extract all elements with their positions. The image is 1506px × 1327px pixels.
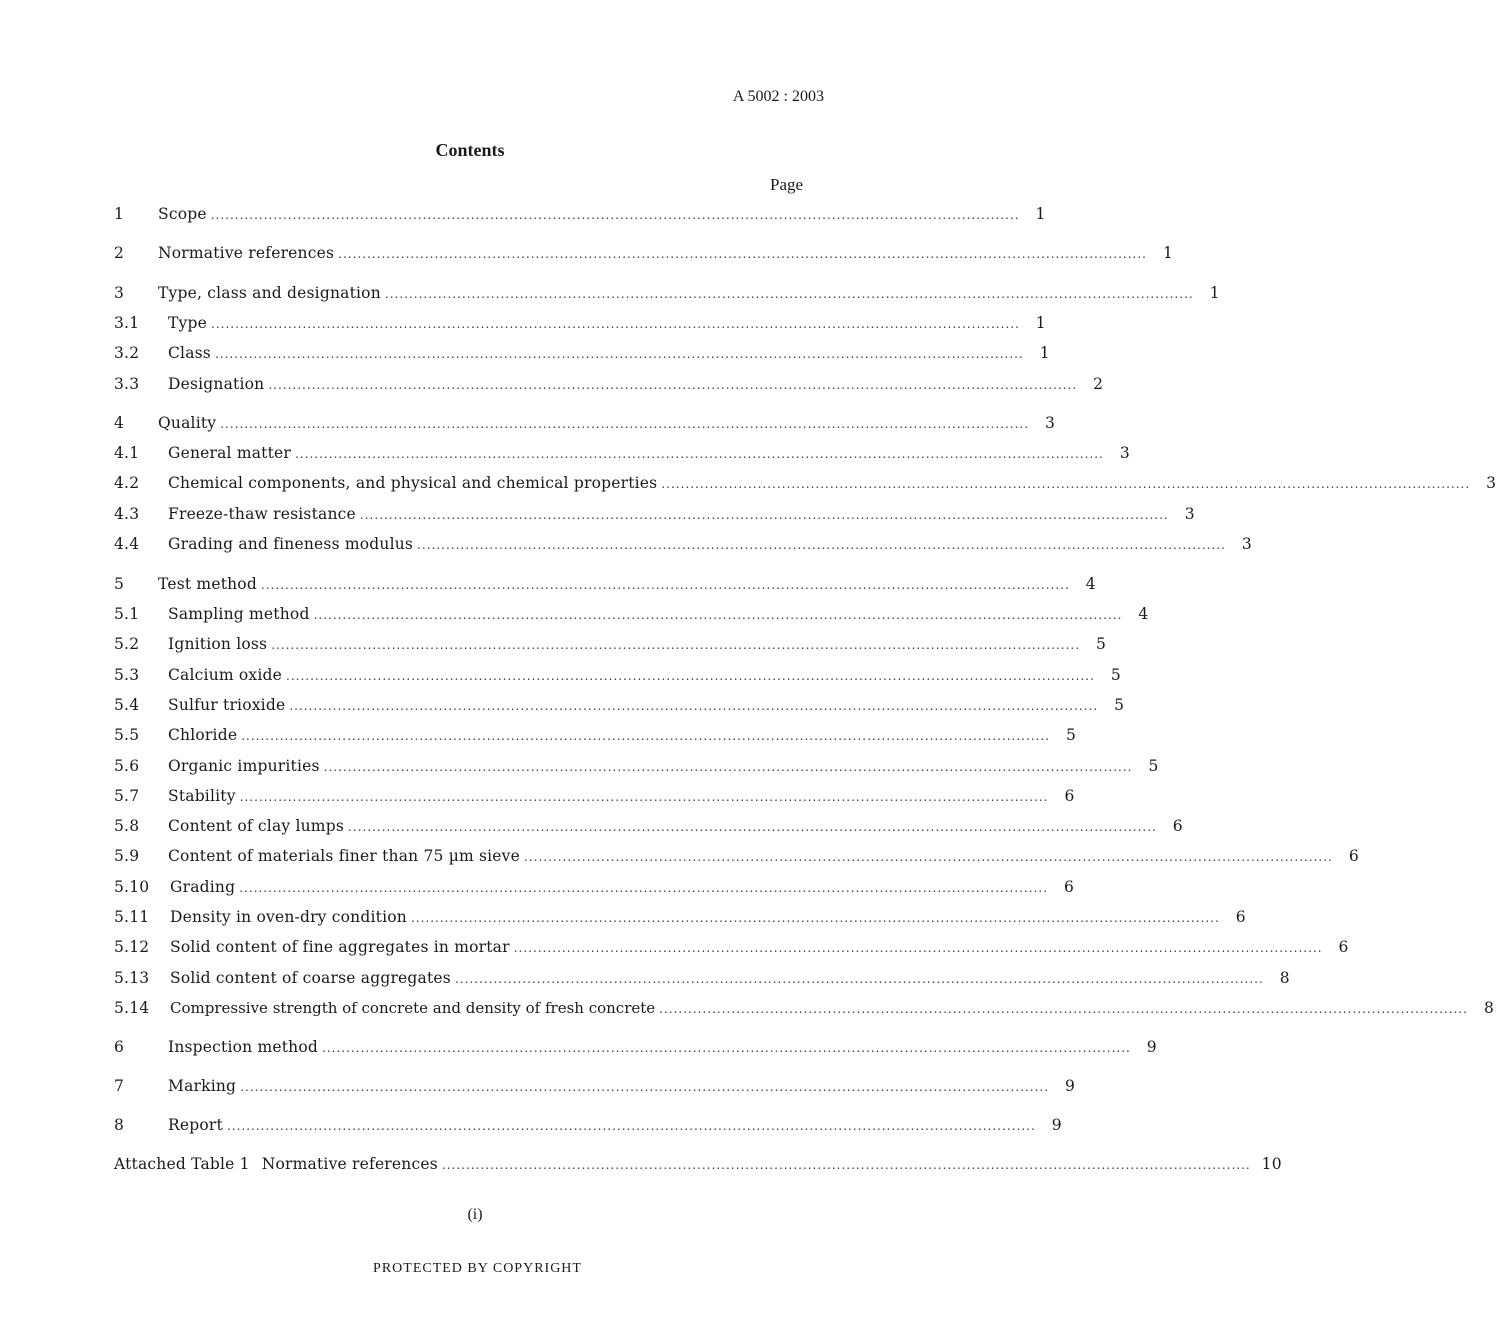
dot-leader: ........................................................................................................................................................................ (417, 538, 1226, 552)
toc-entry-label: Type, class and designation (158, 284, 381, 302)
toc-entry-label: Stability (168, 787, 236, 805)
toc-entry-page: 3 (1241, 535, 1252, 553)
toc-entry-label: Ignition loss (168, 635, 268, 653)
toc-entry[interactable] (114, 605, 1149, 627)
toc-entry-number: 5.10 (114, 878, 150, 896)
toc-entry[interactable] (114, 696, 1125, 718)
dot-leader: ........................................................................................................................................................................ (295, 447, 1104, 461)
toc-entry-page: 4 (1085, 575, 1096, 593)
toc-entry-label: Normative references (261, 1155, 438, 1173)
toc-entry-number: 7 (114, 1077, 125, 1095)
toc-entry-page: 5 (1096, 635, 1107, 653)
toc-entry[interactable] (114, 757, 1159, 779)
toc-entry-number: 4.2 (114, 474, 140, 492)
toc-entry-page: 6 (1172, 817, 1183, 835)
toc-entry-page: 1 (1035, 205, 1046, 223)
toc-entry-label: General matter (168, 444, 292, 462)
toc-entry[interactable] (114, 1116, 1062, 1138)
dot-leader: ........................................................................................................................................................................ (348, 820, 1157, 834)
dot-leader: ........................................................................................................................................................................ (240, 1080, 1050, 1094)
toc-entry-label: Chemical components, and physical and chemical properties (168, 474, 658, 492)
toc-entry[interactable] (114, 847, 1359, 869)
toc-entry-page: 3 (1045, 414, 1056, 432)
toc-entry-number: 1 (114, 205, 125, 223)
dot-leader: ........................................................................................................................................................................ (513, 941, 1323, 955)
toc-entry-number: 5.3 (114, 666, 140, 684)
toc-entry-number: 5 (114, 575, 125, 593)
toc-entry-page: 6 (1064, 787, 1075, 805)
toc-entry-page: 8 (1483, 999, 1495, 1017)
toc-entry-page: 9 (1051, 1116, 1062, 1134)
toc-entry-page: 9 (1146, 1038, 1157, 1056)
toc-entry-number: 5.6 (114, 757, 140, 775)
toc-entry-label: Freeze-thaw resistance (168, 505, 356, 523)
toc-entry[interactable] (114, 284, 1220, 306)
toc-entry-number: 4.4 (114, 535, 140, 553)
toc-entry-page: 10 (1261, 1155, 1282, 1173)
toc-entry-number: 5.9 (114, 847, 140, 865)
toc-entry[interactable] (114, 1038, 1157, 1060)
dot-leader: ........................................................................................................................................................................ (338, 247, 1147, 261)
toc-entry-label: Report (168, 1116, 223, 1134)
toc-entry[interactable] (114, 878, 1075, 900)
dot-leader: ........................................................................................................................................................................ (286, 669, 1095, 683)
toc-entry[interactable] (114, 535, 1252, 557)
toc-entry-label: Scope (158, 205, 207, 223)
toc-entry-number: 5.14 (114, 999, 150, 1017)
toc-entry-page: 2 (1093, 375, 1104, 393)
toc-entry[interactable] (114, 205, 1046, 227)
dot-leader: ........................................................................................................................................................................ (289, 699, 1099, 713)
toc-entry-number: 5.1 (114, 605, 140, 623)
toc-entry-label: Compressive strength of concrete and density of fresh concrete (170, 999, 656, 1017)
toc-entry-number: Attached Table 1 (114, 1155, 250, 1173)
toc-entry[interactable] (114, 344, 1050, 366)
toc-entry-number: 3.1 (114, 314, 140, 332)
toc-entry[interactable] (114, 505, 1195, 527)
dot-leader: ........................................................................................................................................................................ (410, 911, 1220, 925)
toc-entry[interactable] (114, 1155, 1282, 1177)
dot-leader: ........................................................................................................................................................................ (441, 1158, 1251, 1172)
toc-entry-label: Marking (168, 1077, 237, 1095)
toc-entry[interactable] (114, 666, 1121, 688)
toc-entry-page: 3 (1486, 474, 1497, 492)
toc-entry-page: 5 (1110, 666, 1121, 684)
toc-entry-label: Quality (158, 414, 217, 432)
toc-entry-label: Chloride (168, 726, 238, 744)
toc-entry-label: Sampling method (168, 605, 310, 623)
toc-entry[interactable] (114, 314, 1046, 336)
toc-entry[interactable] (114, 817, 1183, 839)
dot-leader: ........................................................................................................................................................................ (313, 608, 1123, 622)
toc-entry-page: 6 (1064, 878, 1075, 896)
toc-entry-number: 6 (114, 1038, 125, 1056)
dot-leader: ........................................................................................................................................................................ (214, 347, 1024, 361)
toc-entry-label: Content of materials finer than 75 µm sieve (168, 847, 521, 865)
toc-entry-label: Grading (170, 878, 236, 896)
toc-entry-number: 3 (114, 284, 125, 302)
dot-leader: ........................................................................................................................................................................ (239, 881, 1049, 895)
toc-entry-label: Type (168, 314, 207, 332)
toc-entry[interactable] (114, 444, 1130, 466)
toc-entry[interactable] (114, 474, 1497, 496)
toc-entry-label: Organic impurities (168, 757, 320, 775)
toc-entry-label: Solid content of fine aggregates in mortar (170, 938, 510, 956)
toc-entry[interactable] (114, 575, 1096, 597)
page-title: Contents (435, 140, 505, 160)
toc-entry-page: 1 (1162, 244, 1174, 262)
page-folio: (i) (467, 1206, 483, 1223)
toc-entry-label: Density in oven-dry condition (170, 908, 407, 926)
toc-entry-number: 5.5 (114, 726, 140, 744)
toc-entry-number: 2 (114, 244, 125, 262)
toc-entry-label: Class (168, 344, 211, 362)
toc-entry-page: 4 (1138, 605, 1149, 623)
document-id: A 5002 : 2003 (732, 88, 824, 105)
dot-leader: ........................................................................................................................................................................ (659, 1002, 1468, 1016)
toc-entry[interactable] (114, 414, 1056, 436)
toc-entry-label: Inspection method (168, 1038, 318, 1056)
dot-leader: ........................................................................................................................................................................ (661, 477, 1471, 491)
toc-entry-label: Grading and fineness modulus (168, 535, 414, 553)
toc-entry-page: 1 (1209, 284, 1220, 302)
toc-entry-number: 5.13 (114, 969, 150, 987)
toc-entry-number: 8 (114, 1116, 125, 1134)
dot-leader: ........................................................................................................................................................................ (323, 760, 1133, 774)
toc-entry-page: 3 (1119, 444, 1130, 462)
toc-entry-label: Test method (158, 575, 257, 593)
toc-entry-label: Normative references (158, 244, 335, 262)
toc-entry-number: 5.8 (114, 817, 140, 835)
toc-entry-page: 8 (1279, 969, 1290, 987)
toc-entry-page: 5 (1148, 757, 1159, 775)
toc-entry-page: 1 (1035, 314, 1046, 332)
toc-entry-page: 3 (1184, 505, 1195, 523)
toc-entry-page: 6 (1235, 908, 1246, 926)
toc-entry-number: 4.1 (114, 444, 140, 462)
dot-leader: ........................................................................................................................................................................ (322, 1041, 1131, 1055)
toc-entry-label: Solid content of coarse aggregates (170, 969, 451, 987)
toc-entry[interactable] (114, 1077, 1076, 1099)
toc-entry[interactable] (114, 908, 1246, 930)
toc-entry-page: 5 (1066, 726, 1077, 744)
copyright-footer: PROTECTED BY COPYRIGHT (373, 1261, 582, 1276)
toc-entry[interactable] (114, 787, 1075, 809)
page-column-header: Page (770, 175, 804, 194)
toc-entry-number: 5.12 (114, 938, 150, 956)
toc-entry-number: 5.11 (114, 908, 150, 926)
toc-entry-number: 5.4 (114, 696, 140, 714)
dot-leader: ........................................................................................................................................................................ (454, 972, 1264, 986)
toc-entry-page: 9 (1064, 1077, 1076, 1095)
dot-leader: ........................................................................................................................................................................ (211, 317, 1020, 331)
toc-entry[interactable] (114, 244, 1174, 266)
toc-entry-label: Sulfur trioxide (168, 696, 286, 714)
dot-leader: ........................................................................................................................................................................ (220, 417, 1030, 431)
toc-entry-label: Designation (168, 375, 265, 393)
toc-entry-label: Calcium oxide (168, 666, 283, 684)
dot-leader: ........................................................................................................................................................................ (359, 508, 1169, 522)
toc-entry-number: 4 (114, 414, 125, 432)
dot-leader: ........................................................................................................................................................................ (260, 578, 1070, 592)
toc-entry-number: 3.2 (114, 344, 140, 362)
toc-entry[interactable] (114, 375, 1104, 397)
toc-entry[interactable] (114, 969, 1290, 991)
toc-entry-page: 6 (1338, 938, 1349, 956)
toc-entry-number: 5.2 (114, 635, 140, 653)
toc-entry-page: 1 (1039, 344, 1050, 362)
toc-entry[interactable] (114, 938, 1349, 960)
dot-leader: ........................................................................................................................................................................ (271, 638, 1081, 652)
dot-leader: ........................................................................................................................................................................ (524, 850, 1333, 864)
toc-entry[interactable] (114, 635, 1107, 657)
toc-entry-label: Content of clay lumps (168, 817, 344, 835)
toc-entry[interactable] (114, 726, 1077, 748)
toc-entry-page: 5 (1114, 696, 1125, 714)
toc-entry-number: 4.3 (114, 505, 140, 523)
toc-entry[interactable] (114, 999, 1495, 1021)
dot-leader: ........................................................................................................................................................................ (239, 790, 1049, 804)
dot-leader: ........................................................................................................................................................................ (268, 378, 1078, 392)
toc-entry-page: 6 (1348, 847, 1359, 865)
dot-leader: ........................................................................................................................................................................ (226, 1119, 1036, 1133)
dot-leader: ........................................................................................................................................................................ (210, 208, 1020, 222)
dot-leader: ........................................................................................................................................................................ (384, 287, 1194, 301)
toc-entry-number: 5.7 (114, 787, 140, 805)
toc-entry-number: 3.3 (114, 375, 140, 393)
dot-leader: ........................................................................................................................................................................ (241, 729, 1051, 743)
